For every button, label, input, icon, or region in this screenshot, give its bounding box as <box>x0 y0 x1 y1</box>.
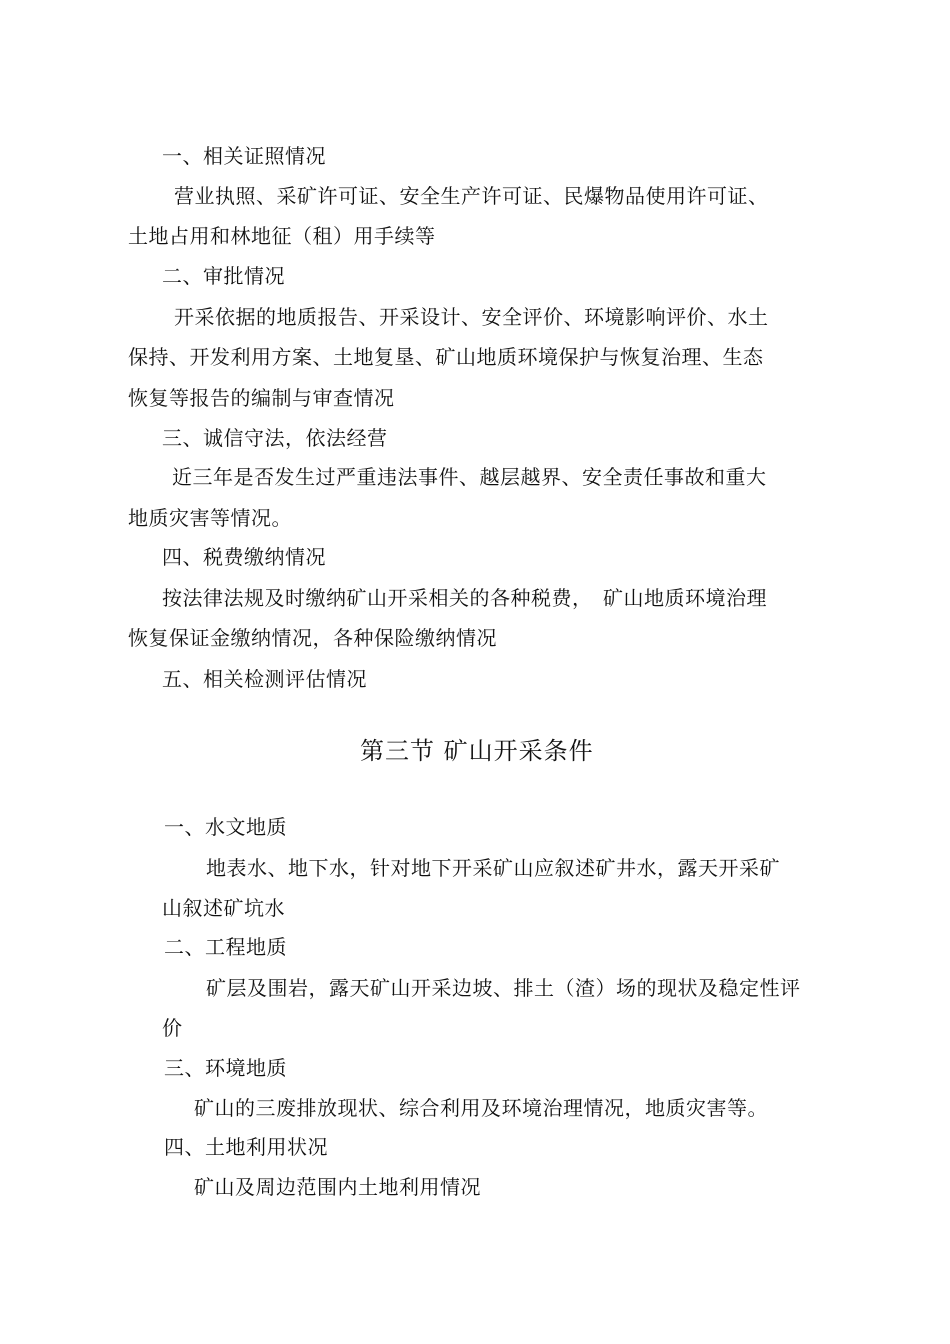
heading-hydrogeology: 一、水文地质 <box>164 815 287 839</box>
paragraph-hydrogeology-line-2: 山叙述矿坑水 <box>162 896 285 920</box>
heading-environmental-geology: 三、环境地质 <box>164 1056 287 1080</box>
section-title: 第三节 矿山开采条件 <box>360 737 594 765</box>
paragraph-engineering-line-1: 矿层及围岩，露天矿山开采边坡、排土（渣）场的现状及稳定性评 <box>206 976 801 1000</box>
paragraph-integrity-line-2: 地质灾害等情况。 <box>128 506 292 530</box>
heading-licenses: 一、相关证照情况 <box>162 144 326 168</box>
heading-testing: 五、相关检测评估情况 <box>162 667 367 691</box>
paragraph-licenses-line-1: 营业执照、采矿许可证、安全生产许可证、民爆物品使用许可证、 <box>174 184 769 208</box>
paragraph-approval-line-3: 恢复等报告的编制与审查情况 <box>128 386 395 410</box>
heading-taxes: 四、税费缴纳情况 <box>162 545 326 569</box>
heading-integrity: 三、诚信守法，依法经营 <box>162 426 388 450</box>
paragraph-land-use-line-1: 矿山及周边范围内土地利用情况 <box>194 1175 481 1199</box>
paragraph-licenses-line-2: 土地占用和林地征（租）用手续等 <box>128 224 436 248</box>
paragraph-integrity-line-1: 近三年是否发生过严重违法事件、越层越界、安全责任事故和重大 <box>172 465 767 489</box>
paragraph-approval-line-1: 开采依据的地质报告、开采设计、安全评价、环境影响评价、水土 <box>174 305 769 329</box>
heading-engineering-geology: 二、工程地质 <box>164 935 287 959</box>
paragraph-engineering-line-2: 价 <box>162 1016 183 1040</box>
paragraph-environmental-line-1: 矿山的三废排放现状、综合利用及环境治理情况，地质灾害等。 <box>194 1096 768 1120</box>
paragraph-taxes-line-2: 恢复保证金缴纳情况，各种保险缴纳情况 <box>128 626 497 650</box>
heading-approval: 二、审批情况 <box>162 264 285 288</box>
paragraph-hydrogeology-line-1: 地表水、地下水，针对地下开采矿山应叙述矿井水，露天开采矿 <box>206 856 780 880</box>
paragraph-taxes-line-1: 按法律法规及时缴纳矿山开采相关的各种税费， 矿山地质环境治理 <box>162 586 767 610</box>
heading-land-use: 四、土地利用状况 <box>164 1135 328 1159</box>
paragraph-approval-line-2: 保持、开发利用方案、土地复垦、矿山地质环境保护与恢复治理、生态 <box>128 345 764 369</box>
